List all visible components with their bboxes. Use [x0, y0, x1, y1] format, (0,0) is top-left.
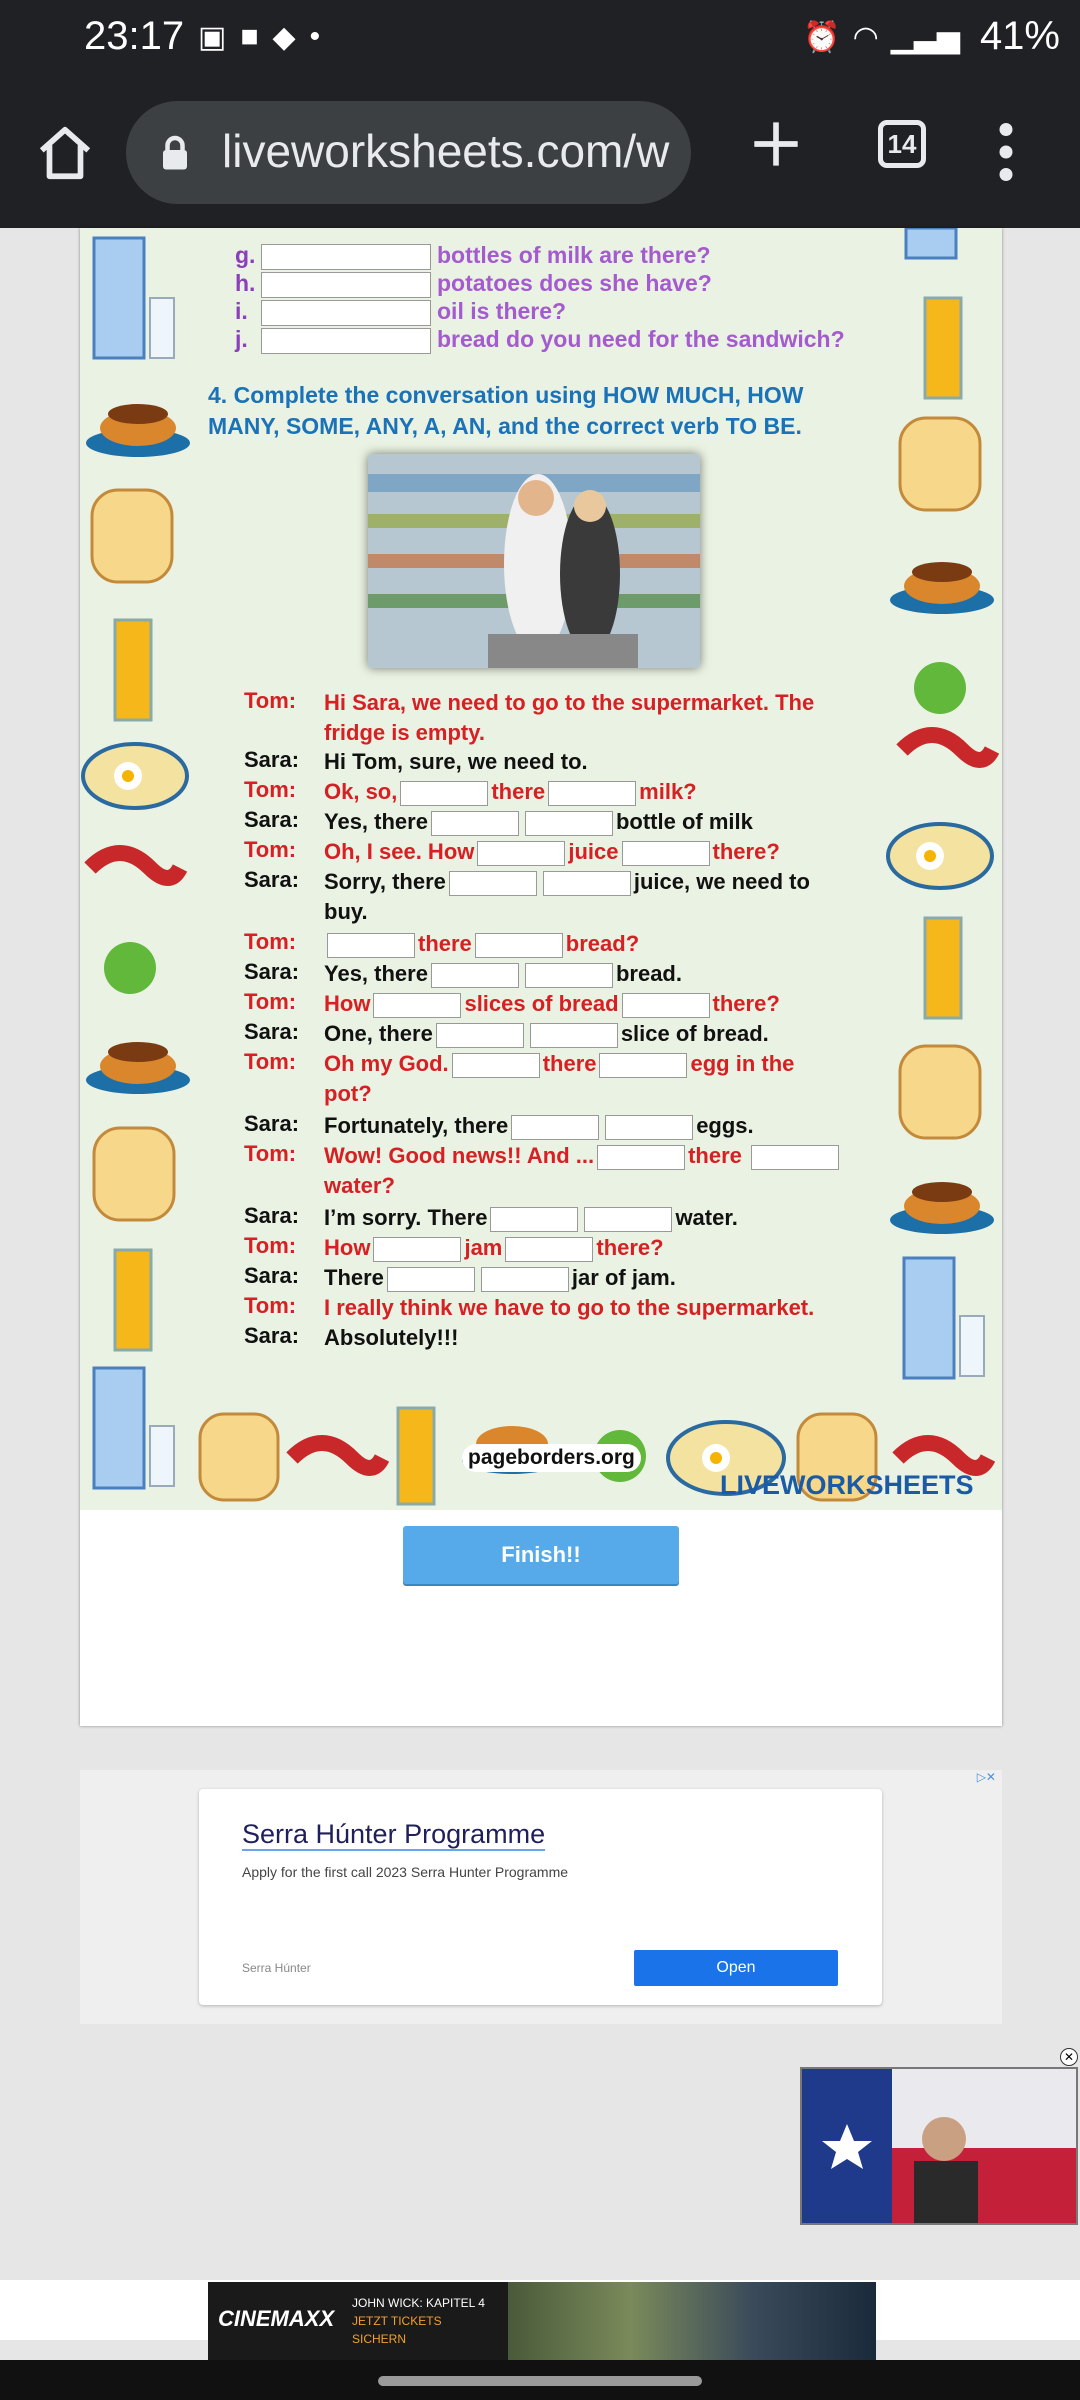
blank-input[interactable] [373, 993, 461, 1018]
question-h: h. potatoes does she have? [235, 270, 712, 296]
egg-plate-icon [888, 824, 992, 888]
blank-input[interactable] [387, 1267, 475, 1292]
video-close-icon[interactable]: ✕ [1060, 2048, 1078, 2066]
ad-subtitle: Apply for the first call 2023 Serra Hunter Programme [242, 1864, 569, 1880]
ad-source: Serra Húnter [242, 1961, 311, 1975]
blank-input[interactable] [431, 811, 519, 836]
home-gesture-handle[interactable] [378, 2376, 702, 2386]
blank-input[interactable] [449, 871, 537, 896]
toast-icon [900, 418, 980, 510]
supermarket-couple-photo [368, 454, 700, 668]
clock: 23:17 [84, 14, 185, 58]
ad-card[interactable] [199, 1789, 882, 2005]
bacon-icon [898, 1443, 988, 1468]
blank-input[interactable] [327, 933, 415, 958]
question-g: g. bottles of milk are there? [235, 242, 711, 268]
battery-level: 41% [979, 14, 1060, 58]
toast-icon [94, 1128, 174, 1220]
milk-carton-icon [904, 1258, 984, 1378]
dot-icon: • [309, 20, 321, 53]
blank-input[interactable] [525, 963, 613, 988]
cinemaxx-logo: CINEMAXX [218, 2306, 335, 2331]
teams-icon: ■ [240, 20, 259, 53]
juice-glass-icon [115, 620, 151, 720]
answer-input-i[interactable] [261, 300, 431, 326]
apple-icon [914, 662, 966, 714]
answer-input-j[interactable] [261, 328, 431, 354]
bacon-icon [902, 735, 992, 760]
gallery-icon: ▣ [198, 21, 227, 54]
bacon-icon [292, 1443, 382, 1468]
browser-toolbar [0, 78, 1080, 228]
blank-input[interactable] [530, 1023, 618, 1048]
juice-glass-icon [398, 1408, 434, 1504]
answer-input-g[interactable] [261, 244, 431, 270]
ad-open-button[interactable]: Open [634, 1950, 838, 1986]
toast-icon [200, 1414, 278, 1500]
ad-choices-icon[interactable]: ▷✕ [976, 1770, 996, 1784]
floating-video-player[interactable] [800, 2067, 1078, 2225]
pancakes-icon [890, 1182, 994, 1234]
blank-input[interactable] [475, 933, 563, 958]
milk-carton-icon [94, 1368, 174, 1488]
banner-line-3: SICHERN [352, 2332, 407, 2346]
ad-title[interactable]: Serra Húnter Programme [242, 1819, 546, 1849]
blank-input[interactable] [400, 781, 488, 806]
apple-icon [104, 942, 156, 994]
alarm-icon: ⏰ [803, 21, 841, 54]
juice-glass-icon [925, 918, 961, 1018]
juice-glass-icon [115, 1250, 151, 1350]
shopping-bag-icon: ◆ [272, 21, 296, 54]
toast-icon [92, 490, 172, 582]
egg-plate-icon [83, 744, 187, 808]
milk-carton-icon [94, 238, 174, 358]
banner-line-1: JOHN WICK: KAPITEL 4 [352, 2296, 485, 2310]
blank-input[interactable] [597, 1145, 685, 1170]
blank-input[interactable] [452, 1053, 540, 1078]
ad-container [80, 1770, 1002, 2024]
answer-input-h[interactable] [261, 272, 431, 298]
blank-input[interactable] [477, 841, 565, 866]
blank-input[interactable] [751, 1145, 839, 1170]
lock-icon [160, 135, 190, 171]
question-i: i. oil is there? [235, 298, 567, 324]
pageborders-credit: pageborders.org [462, 1444, 641, 1472]
toast-icon [900, 1046, 980, 1138]
blank-input[interactable] [584, 1207, 672, 1232]
signal-icon: ▁▃▅ [890, 21, 960, 54]
blank-input[interactable] [599, 1053, 687, 1078]
blank-input[interactable] [511, 1115, 599, 1140]
blank-input[interactable] [543, 871, 631, 896]
blank-input[interactable] [548, 781, 636, 806]
pancakes-icon [890, 562, 994, 614]
url-text: liveworksheets.com/w [222, 125, 670, 177]
banner-line-2: JETZT TICKETS [352, 2314, 442, 2328]
new-tab-icon[interactable] [750, 118, 802, 170]
address-bar[interactable] [126, 101, 691, 204]
milk-carton-icon [906, 228, 956, 258]
blank-input[interactable] [481, 1267, 569, 1292]
blank-input[interactable] [605, 1115, 693, 1140]
exercise-heading: 4. Complete the conversation using HOW MUCH, HOW MANY, SOME, ANY, A, AN, and the correct verb TO BE. [208, 382, 804, 439]
home-icon[interactable] [34, 122, 96, 184]
blank-input[interactable] [505, 1237, 593, 1262]
wifi-icon: ◠ [852, 21, 879, 54]
liveworksheets-logo: LIVEWORKSHEETS [720, 1470, 974, 1500]
finish-button[interactable]: Finish!! [403, 1526, 679, 1584]
blank-input[interactable] [490, 1207, 578, 1232]
tab-switcher-button[interactable]: 14 [878, 120, 926, 168]
worksheet: g. bottles of milk are there? h. potatoes does she have? i. oil is there? j. bread do you need for the sandwich? 4. Complete the conversation using HOW MUCH, HOW MANY, SOME, ANY, A, AN, and the correct verb TO BE. Tom: Hi Sara, we need to go to the supermarket. The fridge is empty. Sara: Hi Tom, sure, we need to. Tom: Ok, so, there milk? Sara: Yes, there bottle of milk Tom: Oh, I see. How juice there? Sara: Sorry, there juice, we need to buy. Tom: there bread? Sara: Yes, there bread. Tom: How slices of bread there? Sara: One, there slice of bread. Tom: Oh my God. there egg in the pot? Sara: Fortunately, there eggs. Tom: Wow! Good news!! And ... there water? Sara: I’m sorry. There water. Tom: How jam there? Sara: There jar of jam. Tom: I really think we have to go to the supermarket. Sara: Absolutely!!! pageborders.org LIVEWORKSHEETS [80, 228, 1002, 1510]
blank-input[interactable] [622, 841, 710, 866]
blank-input[interactable] [431, 963, 519, 988]
status-bar [0, 0, 1080, 78]
blank-input[interactable] [373, 1237, 461, 1262]
blank-input[interactable] [525, 811, 613, 836]
pancakes-icon [86, 1042, 190, 1094]
bacon-icon [90, 853, 180, 878]
overflow-menu-icon[interactable] [998, 122, 1014, 182]
banner-image [508, 2282, 876, 2362]
cinemaxx-banner-ad[interactable] [208, 2282, 876, 2362]
blank-input[interactable] [436, 1023, 524, 1048]
question-j: j. bread do you need for the sandwich? [235, 326, 845, 352]
juice-glass-icon [925, 298, 961, 398]
pancakes-icon [86, 404, 190, 457]
blank-input[interactable] [622, 993, 710, 1018]
